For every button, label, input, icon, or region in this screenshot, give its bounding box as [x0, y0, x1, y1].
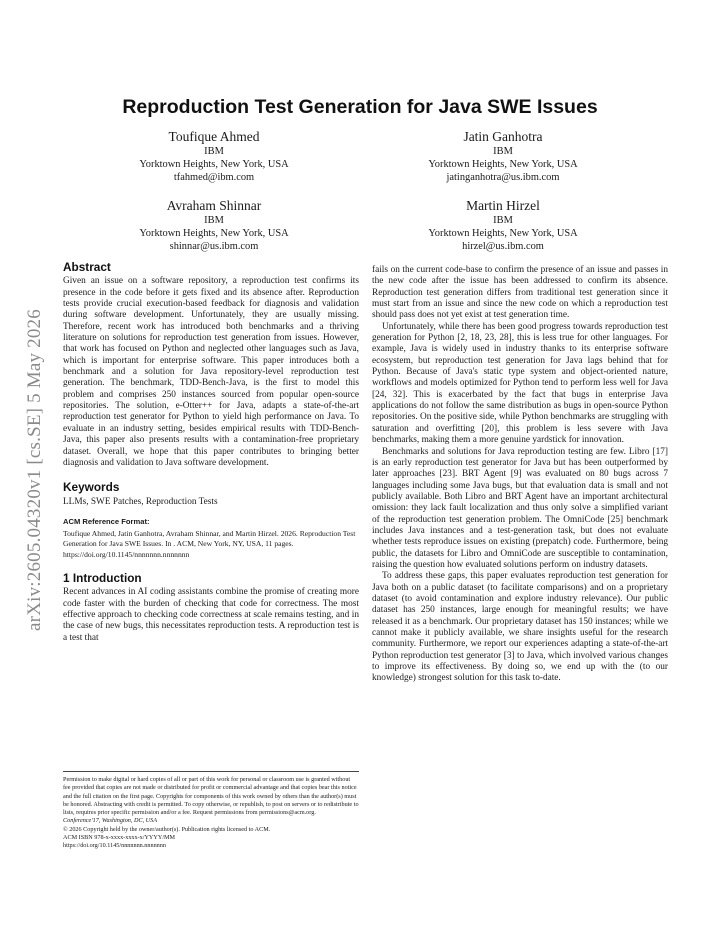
abstract-heading: Abstract	[63, 260, 111, 274]
author-block	[353, 128, 653, 184]
arxiv-stamp	[17, 268, 53, 672]
keywords-text: LLMs, SWE Patches, Reproduction Tests	[63, 496, 218, 507]
right-column	[372, 265, 668, 685]
acm-reference-heading: ACM Reference Format:	[63, 516, 150, 526]
body-paragraph: Unfortunately, while there has been good progress towards reproduction test generation for Python [2, 18, 23, 28], this is less true for other languages. For example, Java is widely used in industry thanks to its enterprise software ecosystem, but reproduction test generation for Java lags behind that for Python. Because of Java's static type system and object-oriented nature, workflows and models optimized for Python tend to perform less well for Java [24, 32]. This is exacerbated by the fact that bugs in enterprise Java applications do not follow the same distribution as bugs in open-source Python repositories. On the positive side, while Python benchmarks are struggling with saturation and overfitting [20], this problem is less severe with Java benchmarks, making them a more genuine yardstick for innovation.	[372, 321, 668, 446]
left-column	[63, 262, 359, 644]
author-affiliation: IBM	[204, 215, 224, 226]
acm-reference-text: Toufique Ahmed, Jatin Ganhotra, Avraham Shinnar, and Martin Hirzel. 2026. Reproduction Test Generation for Java SWE Issues. In . ACM, New York, NY, USA, 11 pages. https://doi.org/10.1145/nnnnnnn.nnnnnnn	[63, 529, 356, 559]
body-paragraph: Benchmarks and solutions for Java reproduction testing are few. Libro [17] is an early reproduction test generator for Java but has been outperformed by later approaches [23]. BRT Agent [9] was evaluated on 80 bugs across 7 languages including some Java bugs, but that evaluation data is small and not publicly available. Both Libro and BRT Agent have an important architectural omission: they lack fault localization and thus only solve a simplified variant of the reproduction test generation problem. The OmniCode [25] benchmark includes Java instances and a test-generation task, but does not evaluate whether tests reproduce issues on existing (prepatch) code. Furthermore, being public, the datasets for Libro and OmniCode are susceptible to contamination, raising the question how evaluated solutions perform on industry datasets.	[372, 446, 668, 570]
permission-footnote	[63, 771, 359, 851]
conference-line: Conference'17, Washington, DC, USA	[63, 817, 158, 825]
abstract-text: Given an issue on a software repository, a reproduction test confirms its presence in the code before it gets fixed and its absence after. Reproduction tests provide crucial execution-based feedback for diagnosis and validation during software development. Unfortunately, they are usually missing. Therefore, recent work has introduced both benchmarks and a thriving literature on solutions for reproduction test generation from issues. However, that work has focused on Python and neglected other languages such as Java, which is important for enterprise software. This paper introduces both a benchmark and a solution for Java repository-level reproduction test generation. The benchmark, TDD-Bench-Java, is the first to model this problem and comprises 250 instances sourced from popular open-source repositories. The solution, e-Otter++ for Java, adapts a state-of-the-art reproduction test generator for Python to yield high performance on Java. To evaluate in an industry setting, besides empirical results with TDD-Bench-Java, this paper also presents results with a contamination-free proprietary dataset. Overall, we hope that this paper contributes to bringing better diagnosis and validation to Java software development.	[63, 276, 359, 468]
author-email: tfahmed@ibm.com	[173, 172, 255, 183]
author-email: hirzel@us.ibm.com	[462, 241, 544, 252]
author-block	[64, 128, 364, 184]
copyright-line: © 2026 Copyright held by the owner/author(s). Publication rights licensed to ACM.	[63, 825, 271, 833]
author-location: Yorktown Heights, New York, USA	[428, 228, 578, 239]
author-affiliation: IBM	[493, 146, 513, 157]
author-affiliation: IBM	[493, 215, 513, 226]
permission-text: Permission to make digital or hard copies of all or part of this work for personal or classroom use is granted without fee provided that copies are not made or distributed for profit or commercial advantage and that copies bear this notice and the full citation on the first page. Copyrights for components of this work owned by others than the author(s) must be honored. Abstracting with credit is permitted. To copy otherwise, or republish, to post on servers or to redistribute to lists, requires prior specific permission and/or a fee. Request permissions from permissions@acm.org.	[63, 776, 359, 817]
author-name: Martin Hirzel	[466, 198, 540, 213]
author-email: shinnar@us.ibm.com	[169, 241, 259, 252]
author-affiliation: IBM	[204, 146, 224, 157]
author-location: Yorktown Heights, New York, USA	[139, 159, 289, 170]
author-block	[64, 197, 364, 253]
arxiv-stamp-text: arXiv:2605.04320v1 [cs.SE] 5 May 2026	[24, 309, 45, 631]
author-email: jatinganhotra@us.ibm.com	[446, 172, 560, 183]
author-name: Avraham Shinnar	[166, 198, 262, 213]
isbn-line: ACM ISBN 978-x-xxxx-xxxx-x/YYYY/MM	[63, 834, 176, 842]
author-location: Yorktown Heights, New York, USA	[139, 228, 289, 239]
introduction-paragraph: Recent advances in AI coding assistants combine the promise of creating more code faster with the burden of checking that code for correctness. The most effective approach to checking code correctness at scale remains testing, and in the case of new bugs, this necessitates reproduction tests. A reproduction test is a test that	[63, 587, 359, 643]
author-name: Jatin Ganhotra	[463, 129, 543, 144]
author-location: Yorktown Heights, New York, USA	[428, 159, 578, 170]
author-block	[353, 197, 653, 253]
keywords-heading: Keywords	[63, 480, 120, 495]
introduction-heading: 1 Introduction	[63, 570, 142, 585]
doi-line: https://doi.org/10.1145/nnnnnnn.nnnnnnn	[63, 842, 166, 850]
body-paragraph: To address these gaps, this paper evaluates reproduction test generation for Java both on a public dataset (to facilitate comparisons) and on a proprietary dataset (to avoid contamination and explore industry relevance). Our public dataset has 250 instances, large enough for meaningful results; we have released it as a benchmark. Our proprietary dataset has 150 instances; while we cannot make it publicly available, we share insights useful for the research community. Furthermore, we report our experiences adapting a state-of-the-art Python reproduction test generator [3] to Java, which involved various changes to improve its effectiveness. By doing so, we end up with the (to our knowledge) strongest solution for this task to-date.	[372, 571, 668, 684]
paper-title: Reproduction Test Generation for Java SWE Issues	[122, 96, 598, 118]
body-paragraph: fails on the current code-base to confirm the presence of an issue and passes in the new code after the issue has been addressed to confirm its absence. Reproduction test generation differs from traditional test generation since it must start from an issue and since the new code on which a reproduction test should pass does not yet exist at test generation time.	[372, 265, 668, 321]
author-name: Toufique Ahmed	[168, 129, 260, 144]
